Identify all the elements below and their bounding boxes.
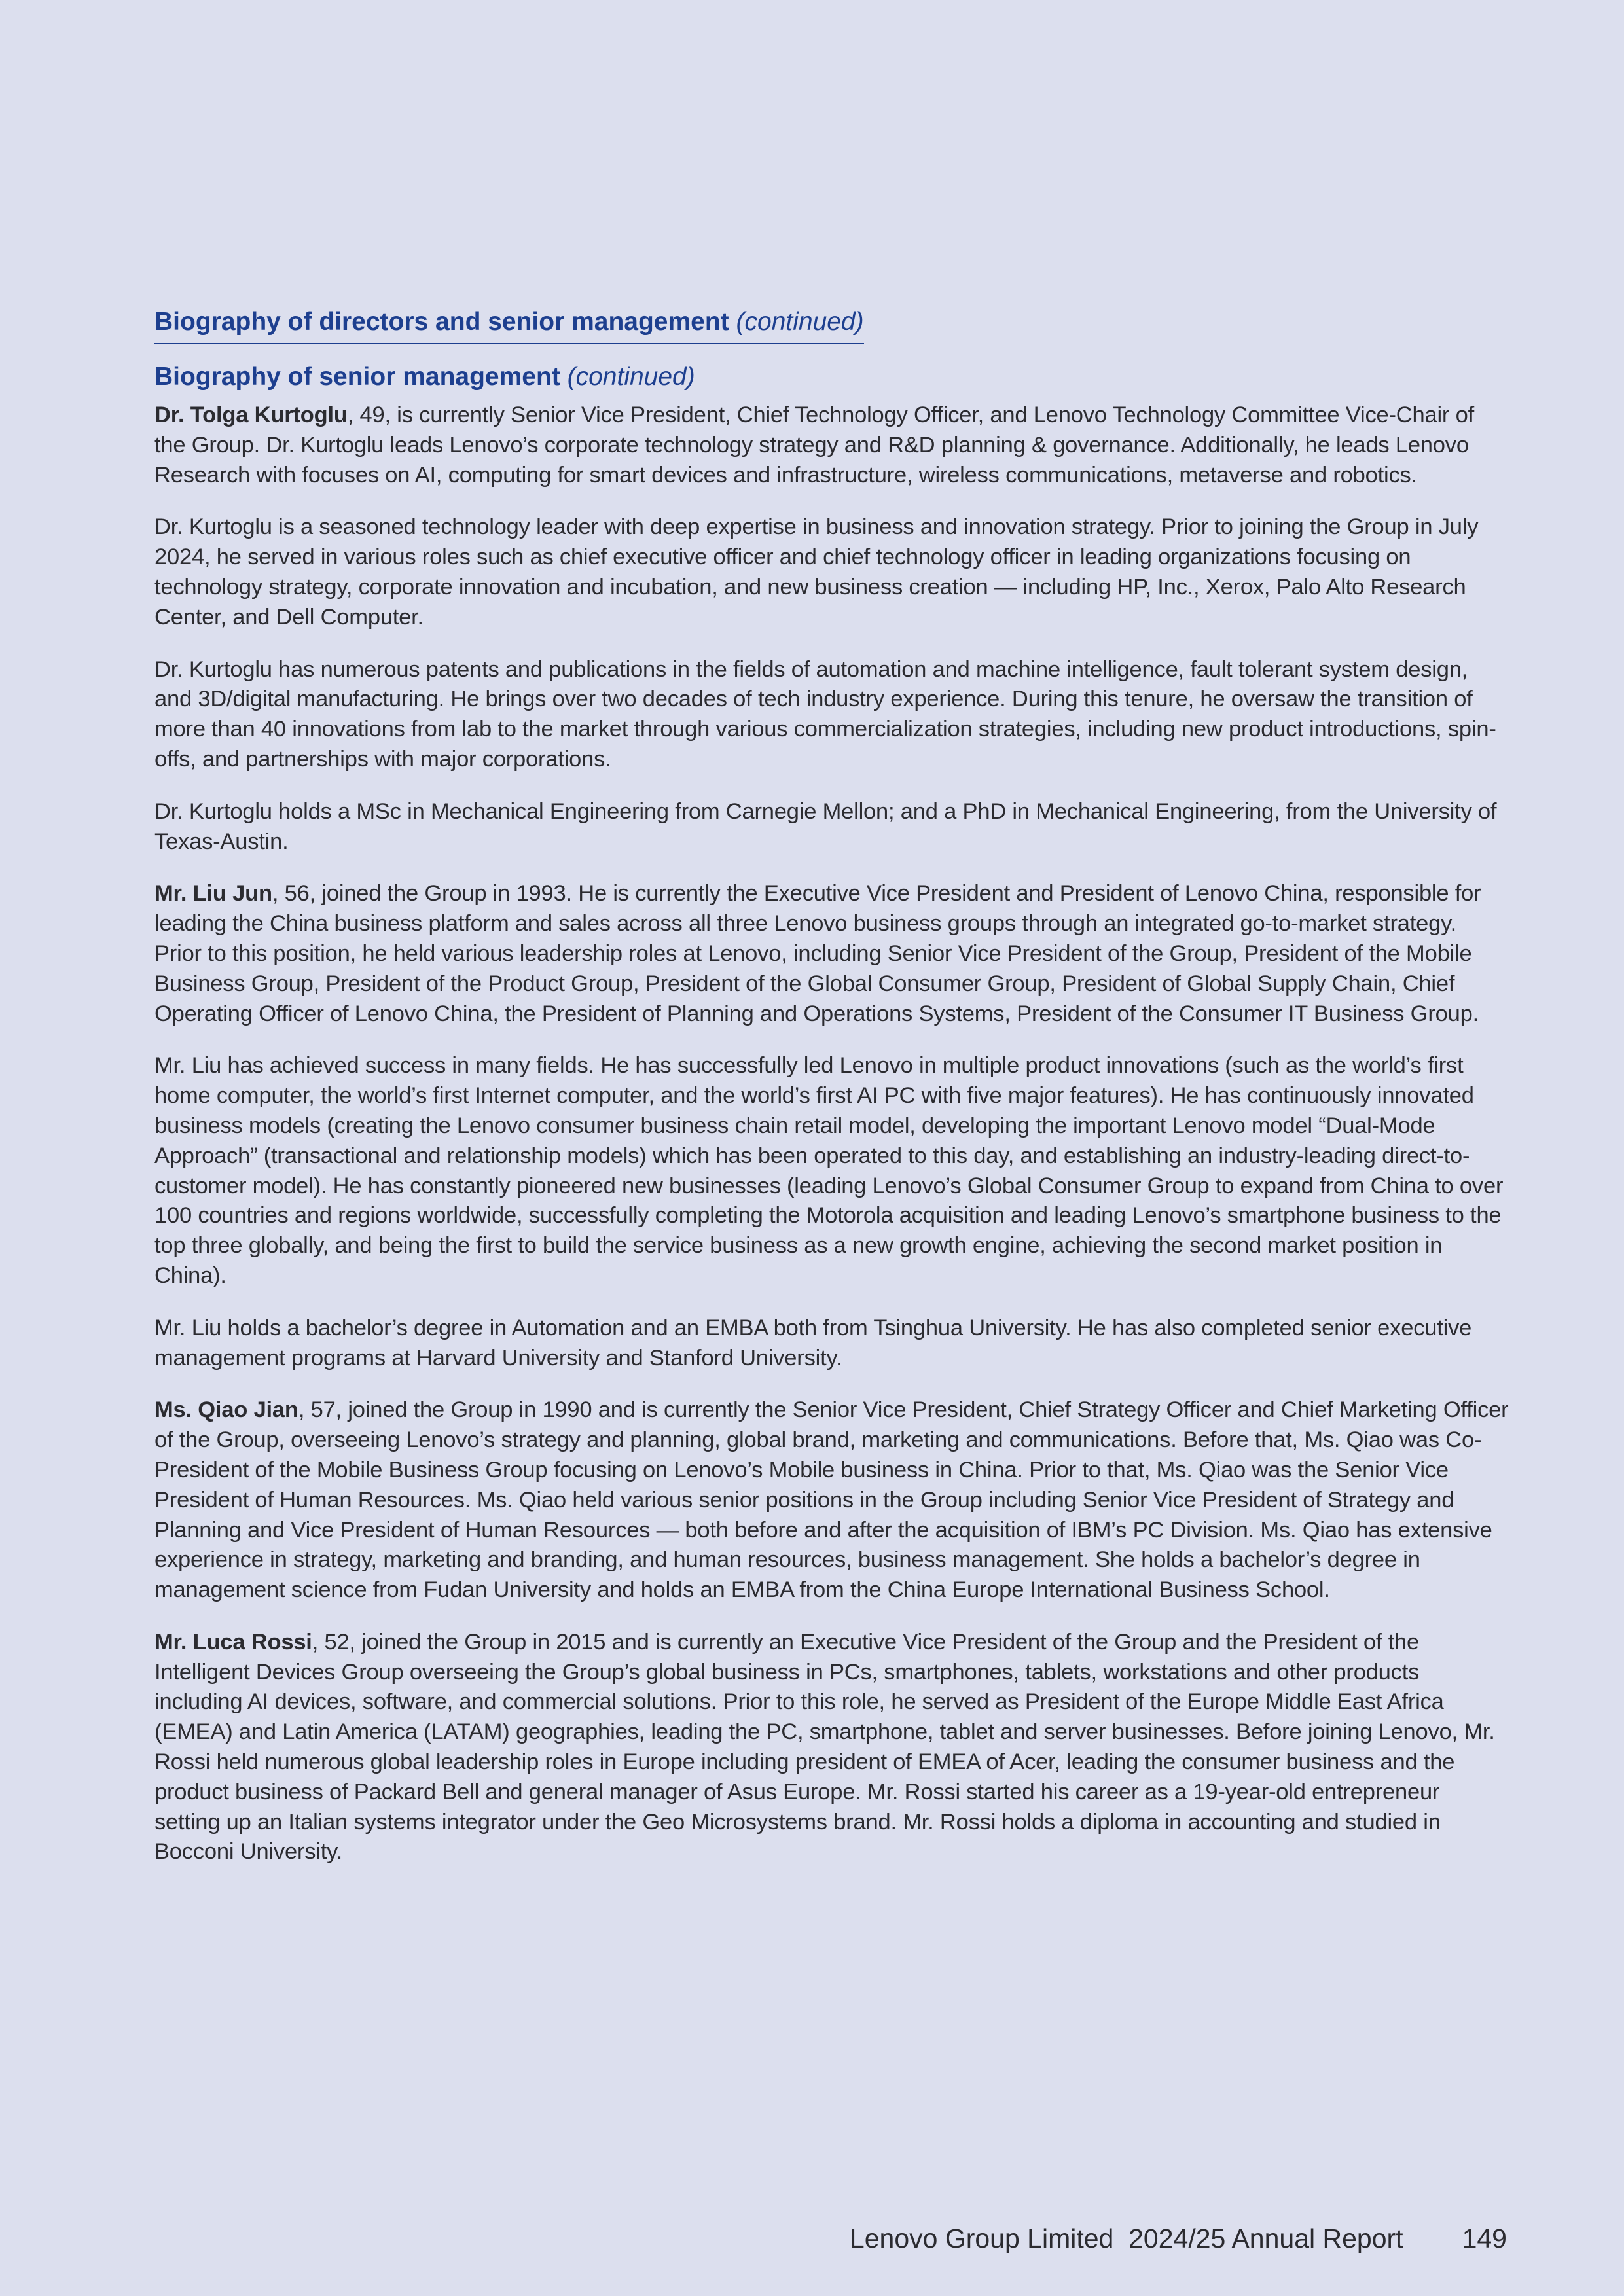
section-title-continued: (continued) (736, 308, 864, 336)
section-title: Biography of directors and senior management (154, 308, 729, 336)
page-number: 149 (1462, 2223, 1507, 2253)
biography-paragraph (154, 1628, 1509, 1867)
biography-paragraph (154, 512, 1509, 632)
person-name: Dr. Tolga Kurtoglu (154, 403, 348, 427)
biography-paragraph (154, 1314, 1509, 1374)
paragraph-text: Mr. Liu holds a bachelor’s degree in Automation and an EMBA both from Tsinghua University. He has also completed senior executive management programs at Harvard University and Stanford University. (154, 1315, 1472, 1371)
paragraph-text: , 52, joined the Group in 2015 and is currently an Executive Vice President of the Group and the President of the Intelligent Devices Group overseeing the Group’s global business in PCs, smartphones, tablets, workstations and other products including AI devices, software, and commercial solutions. Prior to this role, he served as President of the Europe Middle East Africa (EMEA) and Latin America (LATAM) geographies, leading the PC, smartphone, tablet and server businesses. Before joining Lenovo, Mr. Rossi held numerous global leadership roles in Europe including president of EMEA of Acer, leading the consumer business and the product business of Packard Bell and general manager of Asus Europe. Mr. Rossi started his career as a 19-year-old entrepreneur setting up an Italian systems integrator under the Geo Microsystems brand. Mr. Rossi holds a diploma in accounting and studied in Bocconi University. (154, 1629, 1495, 1865)
biography-paragraph (154, 655, 1509, 775)
page-content (154, 305, 1509, 1890)
paragraph-text: , 49, is currently Senior Vice President, Chief Technology Officer, and Lenovo Technology Committee Vice-Chair of the Group. Dr. Kurtoglu leads Lenovo’s corporate technology strategy and R&D planning & governance. Additionally, he leads Lenovo Research with focuses on AI, computing for smart devices and infrastructure, wireless communications, metaverse and robotics. (154, 403, 1474, 488)
biography-paragraph (154, 1051, 1509, 1291)
report-title: Lenovo Group Limited 2024/25 Annual Report (849, 2223, 1403, 2253)
paragraph-text: Dr. Kurtoglu has numerous patents and publications in the fields of automation and machine intelligence, fault tolerant system design, and 3D/digital manufacturing. He brings over two decades of tech industry experience. During this tenure, he oversaw the transition of more than 40 innovations from lab to the market through various commercialization strategies, including new product introductions, spin-offs, and partnerships with major corporations. (154, 656, 1496, 772)
page-footer (850, 2221, 1507, 2255)
paragraph-text: Dr. Kurtoglu holds a MSc in Mechanical Engineering from Carnegie Mellon; and a PhD in Mechanical Engineering, from the University of Texas-Austin. (154, 798, 1497, 854)
paragraph-text: Mr. Liu has achieved success in many fields. He has successfully led Lenovo in multiple product innovations (such as the world’s first home computer, the world’s first Internet computer, and the world’s first AI PC with five major features). He has continuously innovated business models (creating the Lenovo consumer business chain retail model, developing the important Lenovo model “Dual-Mode Approach” (transactional and relationship models) which has been operated to this day, and establishing an industry-leading direct-to-customer model). He has constantly pioneered new businesses (leading Lenovo’s Global Consumer Group to expand from China to over 100 countries and regions worldwide, successfully completing the Motorola acquisition and leading Lenovo’s smartphone business to the top three globally, and being the first to build the service business as a new growth engine, achieving the second market position in China). (154, 1053, 1504, 1288)
biography-paragraph (154, 797, 1509, 857)
paragraph-text: , 56, joined the Group in 1993. He is currently the Executive Vice President and President of Lenovo China, responsible for leading the China business platform and sales across all three Lenovo business groups through an integrated go-to-market strategy. Prior to this position, he held various leadership roles at Lenovo, including Senior Vice President of the Group, President of the Mobile Business Group, President of the Product Group, President of the Global Consumer Group, President of Global Supply Chain, Chief Operating Officer of Lenovo China, the President of Planning and Operations Systems, President of the Consumer IT Business Group. (154, 881, 1481, 1026)
paragraph-text: Dr. Kurtoglu is a seasoned technology leader with deep expertise in business and innovation strategy. Prior to joining the Group in July 2024, he served in various roles such as chief executive officer and chief technology officer in leading organizations focusing on technology strategy, corporate innovation and incubation, and new business creation — including HP, Inc., Xerox, Palo Alto Research Center, and Dell Computer. (154, 514, 1479, 630)
paragraph-text: , 57, joined the Group in 1990 and is currently the Senior Vice President, Chief Strategy Officer and Chief Marketing Officer of the Group, overseeing Lenovo’s strategy and planning, global brand, marketing and communications. Before that, Ms. Qiao was Co-President of the Mobile Business Group focusing on Lenovo’s Mobile business in China. Prior to that, Ms. Qiao was the Senior Vice President of Human Resources. Ms. Qiao held various senior positions in the Group including Senior Vice President of Strategy and Planning and Vice President of Human Resources — both before and after the acquisition of IBM’s PC Division. Ms. Qiao has extensive experience in strategy, marketing and branding, and human resources, business management. She holds a bachelor’s degree in management science from Fudan University and holds an EMBA from the China Europe International Business School. (154, 1397, 1509, 1603)
section-header (154, 305, 864, 344)
subsection-header (154, 360, 1509, 394)
biography-paragraph (154, 1395, 1509, 1605)
subsection-title-continued: (continued) (567, 363, 695, 391)
subsection-title: Biography of senior management (154, 363, 560, 391)
biography-paragraph (154, 401, 1509, 490)
person-name: Mr. Luca Rossi (154, 1629, 312, 1655)
person-name: Mr. Liu Jun (154, 881, 272, 906)
biography-paragraph (154, 879, 1509, 1029)
person-name: Ms. Qiao Jian (154, 1397, 298, 1423)
